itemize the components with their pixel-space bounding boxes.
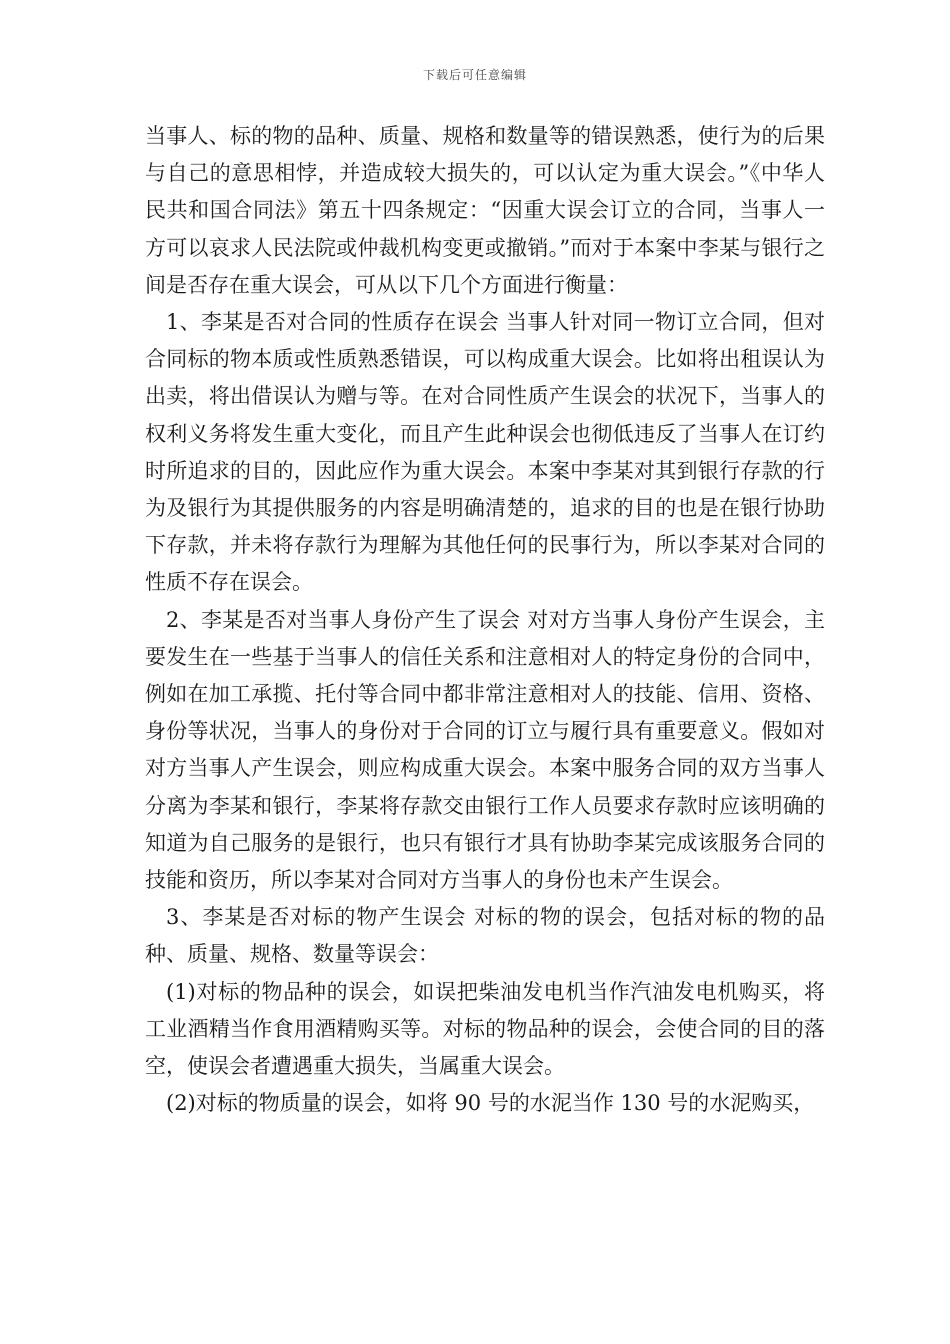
paragraph-intro: 当事人、标的物的品种、质量、规格和数量等的错误熟悉，使行为的后果与自己的意思相悖，并造成较大损失的，可以认定为重大误会。”《中华人民共和国合同法》第五十四条规定：“因重大误会订立的合同，当事人一方可以哀求人民法院或仲裁机构变更或撤销。”而对于本案中李某与银行之间是否存在重大误会，可从以下几个方面进行衡量： bbox=[145, 124, 825, 297]
paragraph-point-3: 3、李某是否对标的物产生误会 对标的物的误会，包括对标的物的品种、质量、规格、数量等误会： bbox=[145, 905, 825, 967]
paragraph-subpoint-2: (2)对标的物质量的误会，如将 90 号的水泥当作 130 号的水泥购买， bbox=[166, 1091, 815, 1116]
paragraph-point-1: 1、李某是否对合同的性质存在误会 当事人针对同一物订立合同，但对合同标的物本质或性质熟悉错误，可以构成重大误会。比如将出租误认为出卖，将出借误认为赠与等。在对合同性质产生误会的状况下，当事人的权利义务将发生重大变化，而且产生此种误会也彻低违反了当事人在订约时所追求的目的，因此应作为重大误会。本案中李某对其到银行存款的行为及银行为其提供服务的内容是明确清楚的，追求的目的也是在银行协助下存款，并未将存款行为理解为其他任何的民事行为，所以李某对合同的性质不存在误会。 bbox=[145, 310, 825, 595]
page-header: 下载后可任意编辑 bbox=[422, 68, 527, 82]
paragraph-point-2: 2、李某是否对当事人身份产生了误会 对对方当事人身份产生误会，主要发生在一些基于当事人的信任关系和注意相对人的特定身份的合同中，例如在加工承揽、托付等合同中都非常注意相对人的技能、信用、资格、身份等状况，当事人的身份对于合同的订立与履行具有重要意义。假如对对方当事人产生误会，则应构成重大误会。本案中服务合同的双方当事人分离为李某和银行，李某将存款交由银行工作人员要求存款时应该明确的知道为自己服务的是银行，也只有银行才具有协助李某完成该服务合同的技能和资历，所以李某对合同对方当事人的身份也未产生误会。 bbox=[145, 607, 825, 893]
document-body bbox=[145, 118, 825, 1122]
paragraph-subpoint-1: (1)对标的物品种的误会，如误把柴油发电机当作汽油发电机购买，将工业酒精当作食用酒精购买等。对标的物品种的误会，会使合同的目的落空，使误会者遭遇重大损失，当属重大误会。 bbox=[145, 979, 825, 1079]
